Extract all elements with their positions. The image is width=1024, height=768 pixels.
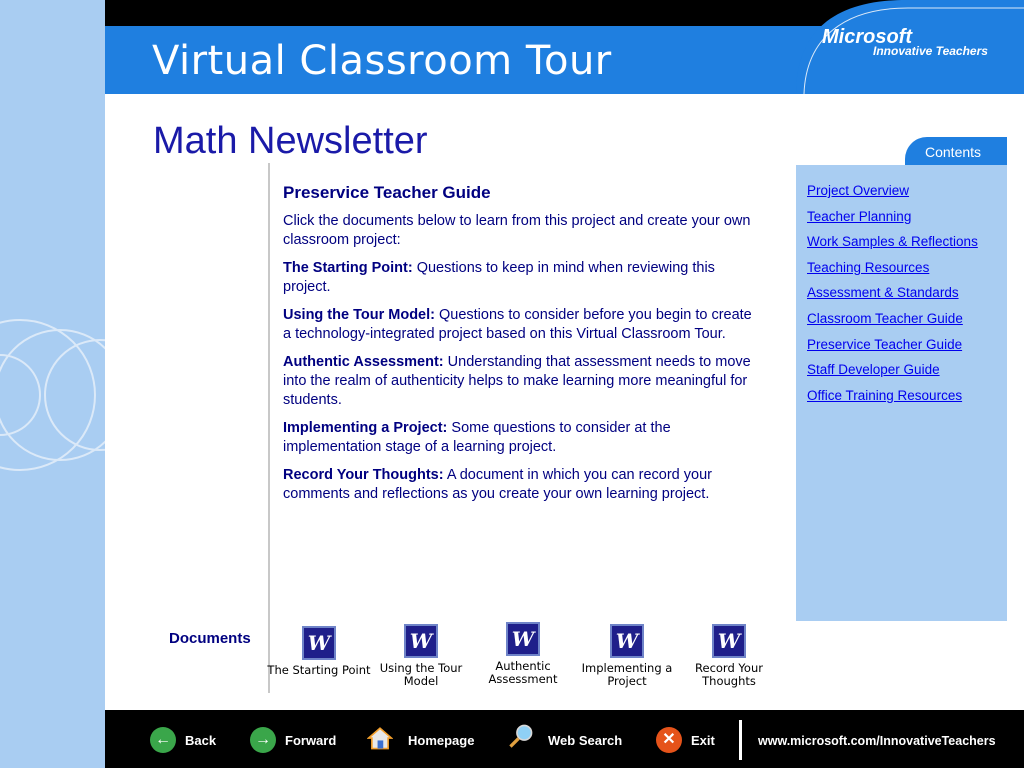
intro-text: Click the documents below to learn from this project and create your own classroom project: bbox=[283, 213, 751, 248]
exit-label: Exit bbox=[691, 733, 715, 748]
doc-label bbox=[471, 660, 575, 686]
link-preservice-teacher-guide[interactable]: Preservice Teacher Guide bbox=[807, 336, 963, 352]
word-icon-letter: W bbox=[511, 627, 535, 651]
entry-starting-point bbox=[283, 259, 753, 297]
doc-authentic-assessment[interactable] bbox=[471, 622, 575, 686]
entry-term: Implementing a Project: bbox=[283, 420, 448, 436]
close-icon: ✕ bbox=[656, 727, 682, 753]
list-item bbox=[807, 284, 1007, 310]
forward-label: Forward bbox=[285, 733, 337, 748]
link-work-samples[interactable]: Work Samples & Reflections bbox=[807, 234, 978, 250]
doc-label-line2: Project bbox=[607, 674, 647, 688]
content-heading: Preservice Teacher Guide bbox=[283, 183, 491, 202]
entry-desc: Understanding that assessment needs to move into the realm of authenticity helps to make learning more meaningful for students. bbox=[283, 354, 751, 408]
link-teacher-planning[interactable]: Teacher Planning bbox=[807, 208, 912, 224]
doc-label bbox=[575, 662, 679, 688]
doc-label bbox=[369, 662, 473, 688]
decorative-circles bbox=[0, 0, 105, 768]
entry-term: Using the Tour Model: bbox=[283, 307, 435, 323]
footer-url[interactable]: www.microsoft.com/InnovativeTeachers bbox=[758, 734, 996, 748]
web-search-label: Web Search bbox=[548, 733, 623, 748]
link-assessment-standards[interactable]: Assessment & Standards bbox=[807, 285, 959, 301]
word-document-icon bbox=[302, 626, 336, 660]
link-office-training-resources[interactable]: Office Training Resources bbox=[807, 387, 963, 403]
list-item bbox=[807, 259, 1007, 285]
doc-label-line2: Assessment bbox=[488, 672, 558, 686]
doc-label-line1: The Starting Point bbox=[267, 663, 371, 677]
banner-title: Virtual Classroom Tour bbox=[152, 38, 612, 84]
doc-label-line2: Thoughts bbox=[702, 674, 756, 688]
list-item bbox=[807, 387, 1007, 413]
back-label: Back bbox=[185, 733, 217, 748]
link-project-overview[interactable]: Project Overview bbox=[807, 183, 910, 198]
entry-implementing-project bbox=[283, 419, 753, 457]
list-item bbox=[807, 336, 1007, 362]
doc-starting-point[interactable] bbox=[267, 626, 371, 677]
contents-panel bbox=[796, 165, 1007, 621]
page-title: Math Newsletter bbox=[153, 120, 428, 162]
word-icon-letter: W bbox=[307, 631, 331, 655]
microsoft-logo: Microsoft bbox=[822, 26, 912, 48]
entry-desc: Some questions to consider at the implementation stage of a learning project. bbox=[283, 420, 671, 455]
contents-list bbox=[796, 165, 1007, 412]
homepage-label: Homepage bbox=[408, 733, 475, 748]
word-icon-letter: W bbox=[409, 629, 433, 653]
doc-label-line1: Implementing a bbox=[581, 661, 673, 675]
nav-separator bbox=[739, 720, 742, 760]
back-arrow-icon: ← bbox=[150, 727, 176, 753]
entry-tour-model bbox=[283, 306, 753, 344]
list-item bbox=[807, 208, 1007, 234]
entry-desc: Questions to keep in mind when reviewing this project. bbox=[283, 260, 715, 295]
word-document-icon bbox=[610, 624, 644, 658]
list-item bbox=[807, 361, 1007, 387]
word-icon-letter: W bbox=[717, 629, 741, 653]
entry-desc: A document in which you can record your comments and reflections as you create your own learning project. bbox=[283, 467, 712, 502]
entry-term: The Starting Point: bbox=[283, 260, 413, 276]
word-document-icon bbox=[712, 624, 746, 658]
link-staff-developer-guide[interactable]: Staff Developer Guide bbox=[807, 362, 940, 378]
entry-authentic-assessment bbox=[283, 353, 753, 410]
bottom-nav-bar bbox=[105, 710, 1024, 768]
forward-arrow-icon: → bbox=[250, 727, 276, 753]
main-content bbox=[283, 183, 753, 513]
word-document-icon bbox=[404, 624, 438, 658]
doc-label bbox=[677, 662, 781, 688]
vertical-divider bbox=[268, 163, 270, 693]
list-item bbox=[807, 310, 1007, 336]
search-icon bbox=[508, 723, 534, 749]
entry-record-thoughts bbox=[283, 466, 753, 504]
entry-term: Authentic Assessment: bbox=[283, 354, 444, 370]
innovative-teachers-logo: Innovative Teachers bbox=[873, 44, 988, 58]
doc-implementing-project[interactable] bbox=[575, 624, 679, 688]
doc-label-line1: Authentic bbox=[495, 659, 551, 673]
doc-tour-model[interactable] bbox=[369, 624, 473, 688]
entry-term: Record Your Thoughts: bbox=[283, 467, 444, 483]
contents-tab-label: Contents bbox=[925, 144, 982, 160]
list-item bbox=[807, 233, 1007, 259]
entry-desc: Questions to consider before you begin to create a technology-integrated project based on this Virtual Classroom Tour. bbox=[283, 307, 752, 342]
word-icon-letter: W bbox=[615, 629, 639, 653]
doc-record-thoughts[interactable] bbox=[677, 624, 781, 688]
home-icon bbox=[367, 725, 393, 751]
doc-label-line1: Using the Tour bbox=[379, 661, 463, 675]
doc-label-line2: Model bbox=[403, 674, 439, 688]
list-item bbox=[807, 182, 1007, 208]
left-decorative-strip bbox=[0, 0, 105, 768]
doc-label-line1: Record Your bbox=[695, 661, 763, 675]
doc-label bbox=[267, 664, 371, 677]
contents-tab bbox=[905, 137, 1007, 165]
link-classroom-teacher-guide[interactable]: Classroom Teacher Guide bbox=[807, 310, 963, 326]
word-document-icon bbox=[506, 622, 540, 656]
link-teaching-resources[interactable]: Teaching Resources bbox=[807, 259, 930, 275]
documents-label: Documents bbox=[169, 630, 251, 647]
